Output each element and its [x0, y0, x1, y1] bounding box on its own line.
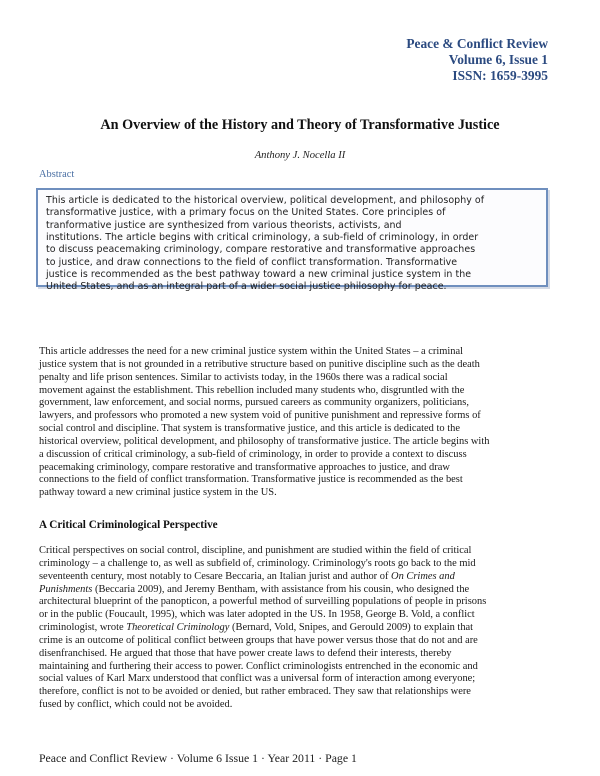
abstract-line: United States, and as an integral part of a wider social justice philosophy for peace.: [46, 281, 447, 293]
book-title-on-crimes: On Crimes and: [391, 570, 455, 582]
section-line: [39, 571, 559, 584]
abstract-line: justice is recommended as the best pathway toward a new criminal justice system in the: [46, 269, 472, 281]
section-line: criminology – a challenge to, as well as subfield of, criminology. Criminology's roots go back to the mid: [39, 557, 476, 569]
abstract-line: to discuss peacemaking criminology, compare restorative and transformative approaches: [46, 244, 476, 256]
section-line: [39, 584, 559, 597]
section-line-text: (Beccaria 2009), and Jeremy Bentham, with assistance from his cousin, who designed the: [92, 583, 470, 595]
abstract-line: institutions. The article begins with critical criminology, a sub-field of criminology, in order: [46, 232, 479, 244]
intro-line: penalty and life prison sentences. Similar to activists today, in the 1960s there was a radical social: [39, 371, 448, 383]
intro-line: connections to the field of conflict transformation. Transformative justice is recommended as the best: [39, 474, 463, 486]
section-line: fused by conflict, which could not be avoided.: [39, 699, 233, 711]
intro-line: pathway toward a new criminal justice system in the US.: [39, 487, 277, 499]
section-line: maintaining and furthering their access to power. Conflict criminologists entrenched in the economic and: [39, 660, 478, 672]
abstract-box: [36, 188, 548, 293]
journal-name: Peace & Conflict Review: [406, 36, 548, 51]
intro-line: historical overview, political development, and philosophy of transformative justice. The article begins with: [39, 435, 490, 447]
section-line-text: (Bernard, Vold, Snipes, and Gerould 2009) to explain that: [229, 622, 474, 634]
section-paragraph: [39, 545, 559, 712]
section-line: or in the public (Foucault, 1995), which was later adopted in the US. In 1958, George B. Vold, a conflict: [39, 609, 475, 621]
intro-line: government, law enforcement, and social norms, pursued careers as community organizers, politicians,: [39, 397, 469, 409]
abstract-line: transformative justice, with a primary focus on the United States. Core principles of: [46, 207, 446, 219]
journal-volume: Volume 6, Issue 1: [448, 52, 548, 67]
intro-line: This article addresses the need for a new criminal justice system within the United States – a criminal: [39, 346, 464, 357]
page-footer: Peace and Conflict Review · Volume 6 Issue 1 · Year 2011 · Page 1: [39, 751, 357, 765]
section-line: Critical perspectives on social control, discipline, and punishment are studied within the field of critical: [39, 545, 472, 556]
section-heading: A Critical Criminological Perspective: [39, 519, 218, 531]
abstract-label: Abstract: [39, 169, 75, 180]
article-title: An Overview of the History and Theory of Transformative Justice: [100, 117, 500, 133]
section-line: [39, 622, 559, 635]
abstract-line: This article is dedicated to the historical overview, political development, and philosophy of: [46, 195, 485, 206]
book-title-punishments: Punishments: [39, 583, 93, 595]
section-line-text: criminologist, wrote: [39, 622, 127, 634]
article-author: Anthony J. Nocella II: [254, 150, 346, 161]
section-line: disenfranchised. He argued that those that have power create laws to defend their interests, thereby: [39, 647, 452, 659]
abstract-line: to justice, and draw connections to the field of conflict transformation. Transformative: [46, 256, 458, 268]
section-line: therefore, conflict is not to be avoided or denied, but rather embraced. They saw that relationships were: [39, 686, 471, 698]
section-line-text: seventeenth century, most notably to Cesare Beccaria, an Italian jurist and author of: [39, 570, 392, 582]
intro-line: justice system that is not grounded in a retributive structure based on punitive discipline such as the death: [39, 358, 480, 370]
journal-header: [406, 36, 548, 84]
section-line: social values of Karl Marx understood that conflict was a universal form of interaction among everyone;: [39, 673, 476, 685]
intro-line: movement against the establishment. This rebellion included many students who, disgruntled with the: [39, 384, 465, 396]
intro-line: lawyers, and professors who promoted a new system void of punitive punishment and repressive forms of: [39, 410, 481, 422]
book-title-theoretical-criminology: Theoretical Criminology: [126, 622, 230, 634]
journal-issn: ISSN: 1659-3995: [452, 68, 548, 83]
section-line: crime is an outcome of political conflict between groups that have power versus those that do not and are: [39, 634, 478, 646]
abstract-line: tranformative justice are synthesized from various theorists, activists, and: [46, 219, 402, 231]
section-line: architectural blueprint of the panopticon, a powerful method of surveilling populations of people in prisons: [39, 596, 487, 608]
intro-paragraph: [39, 346, 559, 500]
intro-line: peacemaking criminology, compare restorative and transformative approaches to justice, and draw: [39, 461, 450, 473]
intro-line: a discussion of critical criminology, a sub-field of criminology, in order to provide a context to discuss: [39, 448, 467, 460]
intro-line: social control and discipline. That system is transformative justice, and this article is dedicated to the: [39, 423, 460, 435]
